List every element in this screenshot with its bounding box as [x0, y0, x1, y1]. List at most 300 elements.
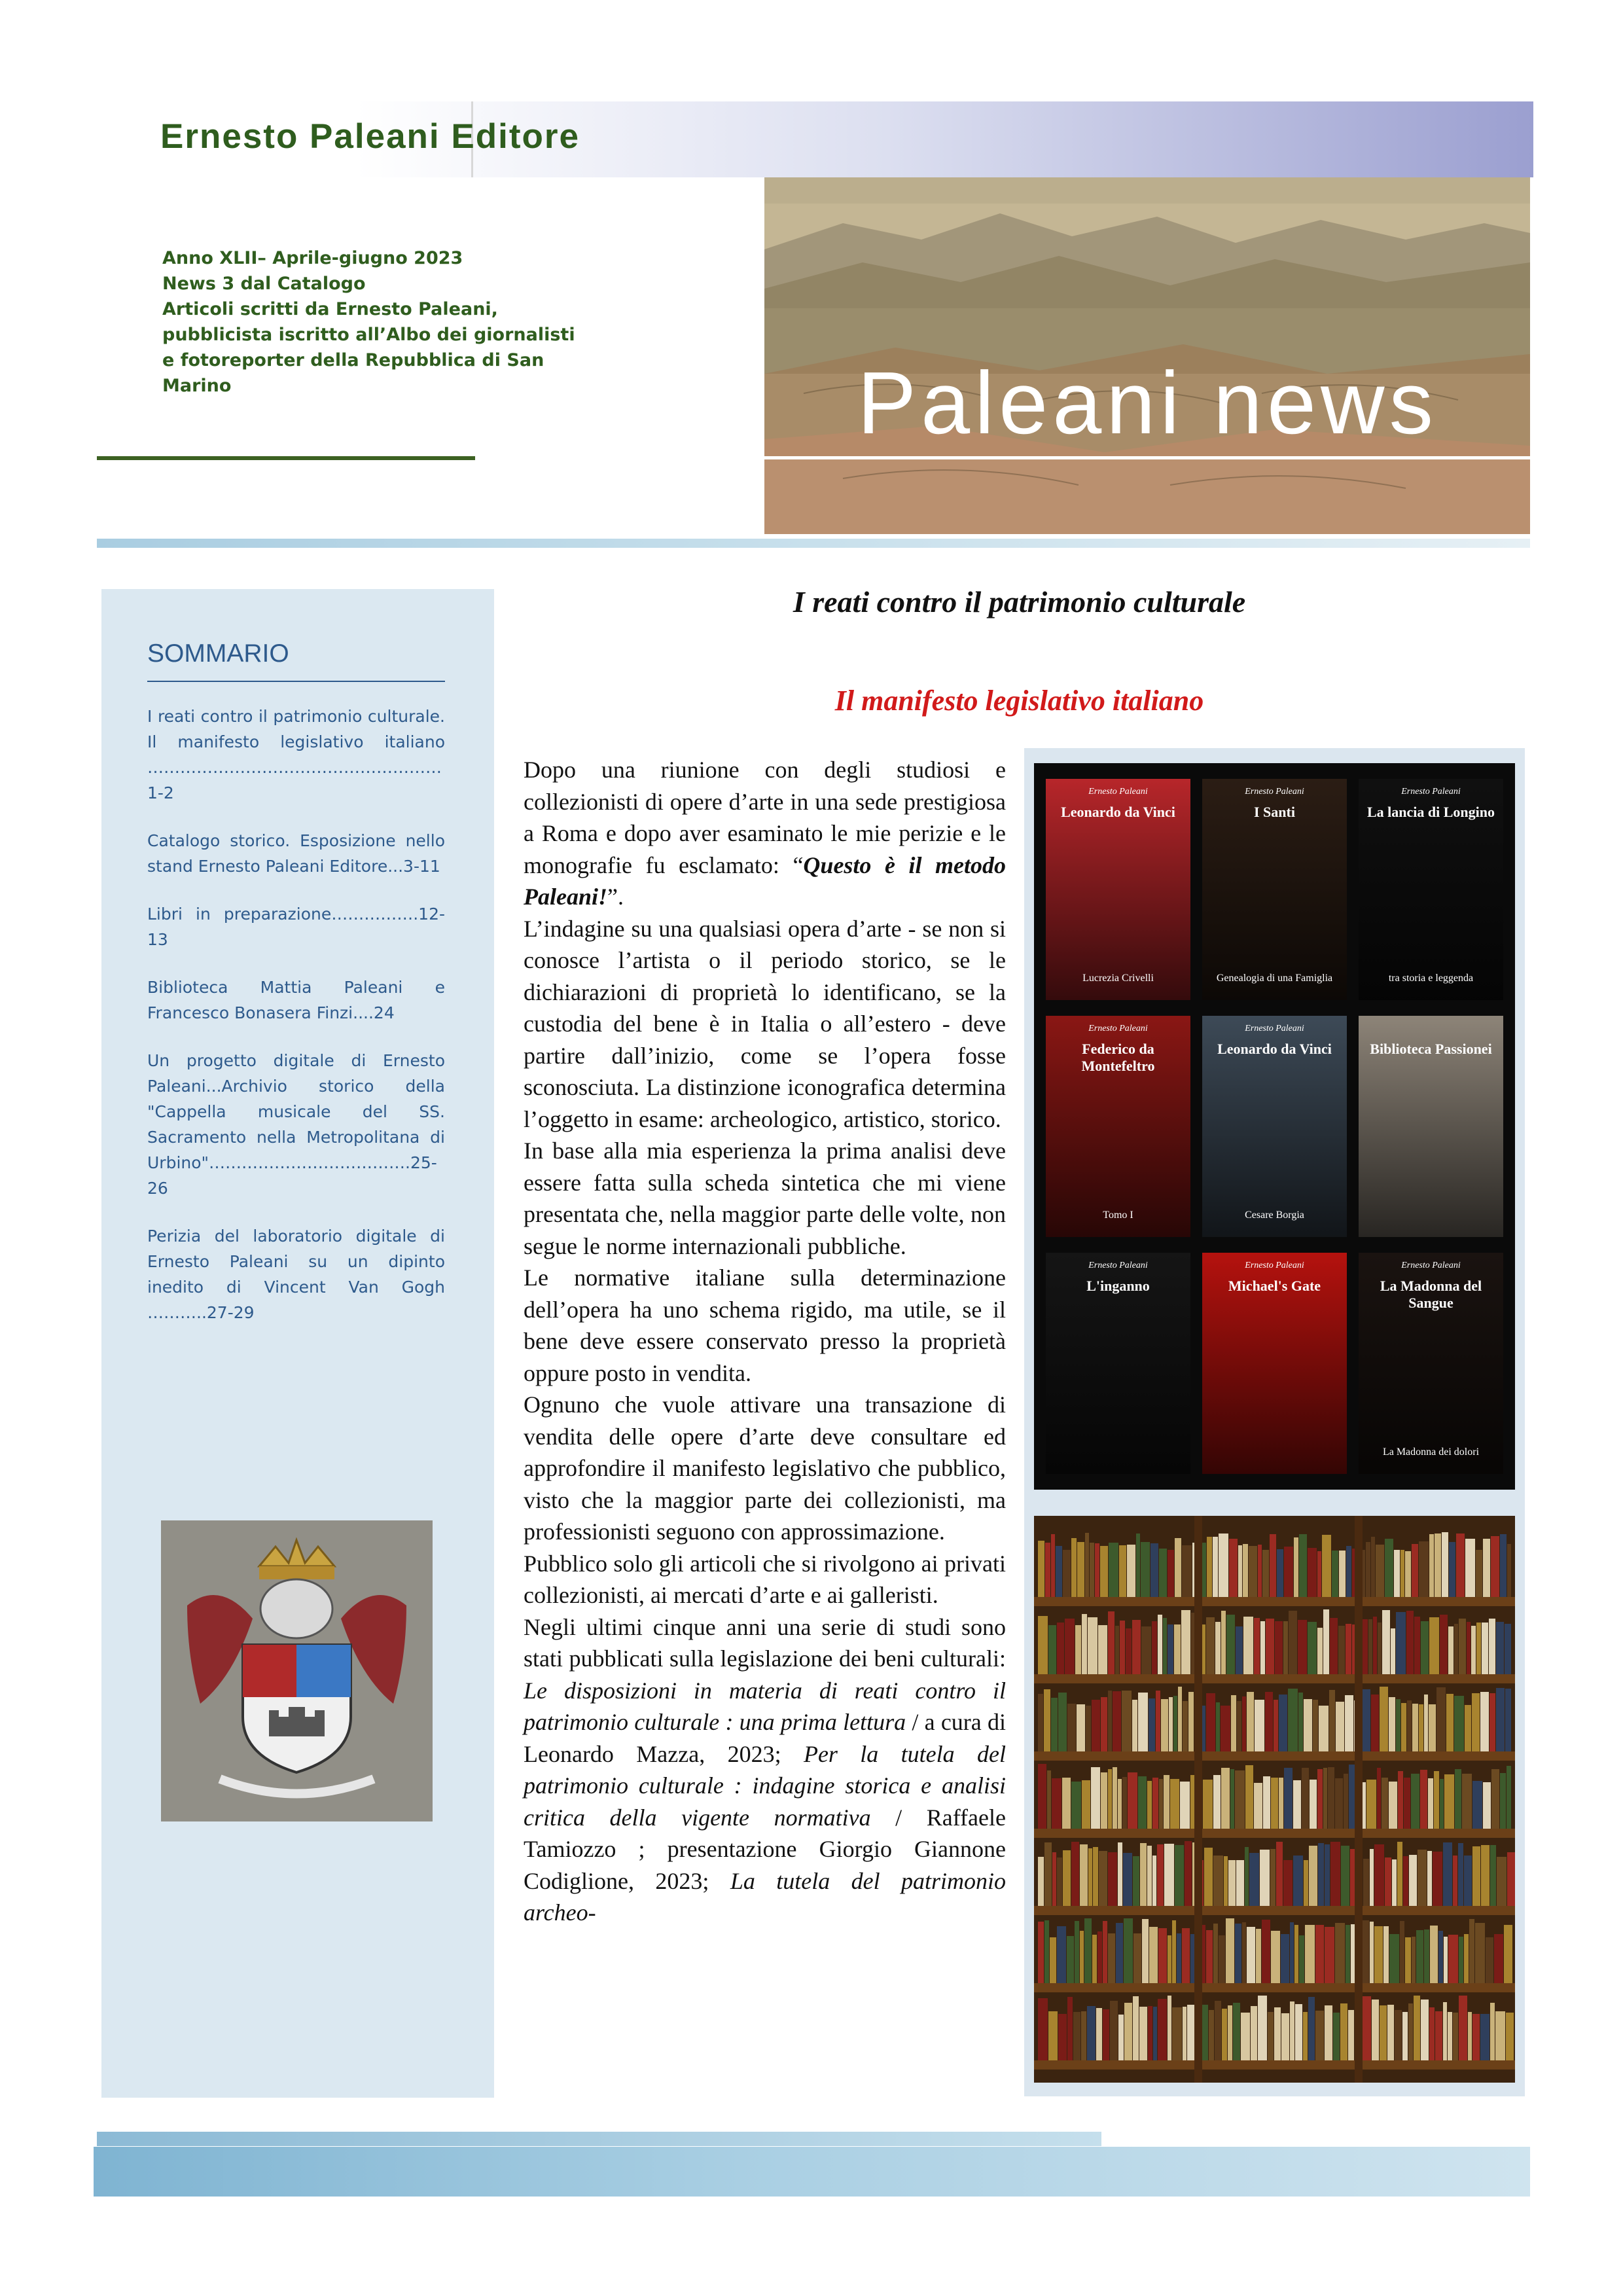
book-spine	[1414, 1996, 1420, 2060]
book-spine	[1056, 1546, 1062, 1597]
book-spine	[1183, 2007, 1186, 2060]
book-spine	[1308, 1622, 1317, 1674]
book-spine	[1374, 1926, 1383, 1983]
book-spine	[1087, 2006, 1096, 2060]
book-spine	[1084, 1918, 1092, 1983]
book-spine	[1086, 1706, 1091, 1751]
issue-line: News 3 dal Catalogo	[162, 274, 366, 294]
book-cover	[1046, 1016, 1190, 1237]
book-spine	[1329, 1690, 1335, 1751]
book-spine	[1472, 1693, 1480, 1751]
book-spine	[1456, 1534, 1465, 1597]
book-spine	[1482, 1623, 1488, 1674]
book-spine	[1103, 2009, 1109, 2060]
book-spine	[1152, 1621, 1157, 1674]
book-spine	[1317, 1551, 1321, 1597]
book-spine	[1464, 1934, 1469, 1983]
book-spine	[1380, 2005, 1387, 2060]
book-spine	[1467, 1622, 1471, 1674]
book-spine	[1323, 1768, 1327, 1829]
book-cover	[1359, 1016, 1503, 1237]
book-spine	[1284, 1547, 1293, 1597]
book-spine	[1132, 1620, 1141, 1674]
book-spine	[1127, 1545, 1135, 1597]
book-cover	[1359, 1253, 1503, 1474]
toc-item[interactable]: Catalogo storico. Esposizione nello stand Ernesto Paleani Editore...3-11	[147, 831, 445, 876]
book-spine	[1057, 1926, 1066, 1983]
book-spine	[1161, 1699, 1168, 1751]
book-spine	[1299, 1534, 1307, 1597]
book-spine	[1409, 1855, 1417, 1906]
book-spine	[1108, 1933, 1115, 1983]
book-spine	[1376, 1545, 1384, 1597]
book-spine	[1236, 1626, 1243, 1674]
book-spine	[1262, 1920, 1270, 1983]
book-spine	[1238, 1545, 1242, 1597]
book-spine	[1255, 1700, 1264, 1751]
book-spine	[1362, 1689, 1370, 1751]
book-spine	[1377, 1768, 1381, 1829]
book-spine	[1213, 1856, 1223, 1906]
shelf-board	[1034, 1906, 1515, 1915]
book-spine	[1080, 1844, 1088, 1906]
book-spine	[1277, 1549, 1283, 1597]
book-author: Ernesto Paleani	[1088, 787, 1148, 797]
article-subtitle: Il manifesto legislativo italiano	[834, 685, 1204, 717]
book-spine	[1398, 1771, 1403, 1829]
book-spine	[1459, 1996, 1467, 2060]
book-spine	[1122, 1691, 1132, 1751]
book-spine	[1454, 1624, 1458, 1674]
book-spine	[1044, 1689, 1050, 1751]
book-spine	[1453, 2013, 1458, 2060]
book-spine	[1235, 1924, 1241, 1983]
book-title: Biblioteca Passionei	[1370, 1041, 1492, 1057]
book-spine	[1243, 1544, 1248, 1597]
book-author: Ernesto Paleani	[1088, 1261, 1148, 1270]
book-spine	[1168, 1550, 1174, 1597]
book-spine	[1120, 1621, 1125, 1674]
book-title: La tutela del patrimonio archeo-	[524, 1867, 1007, 1926]
book-spine	[1366, 1542, 1370, 1597]
book-spine	[1412, 1544, 1418, 1597]
book-author: Ernesto Paleani	[1245, 1024, 1304, 1033]
book-spine	[1038, 1616, 1048, 1674]
book-spine	[1483, 1539, 1490, 1597]
book-spine	[1159, 1549, 1167, 1597]
book-spine	[1433, 1852, 1442, 1906]
toc-item[interactable]: Un progetto digitale di Ernesto Paleani...Archivio storico della "Cappella musicale del SS. Sacramento nella Metropolitana di Urbino"……………………………….25-26	[147, 1051, 445, 1198]
book-spine	[1304, 1699, 1312, 1751]
book-spine	[1289, 1611, 1297, 1674]
book-spine	[1346, 1546, 1351, 1597]
book-spine	[1475, 1923, 1485, 1983]
book-spine	[1444, 1774, 1454, 1829]
book-spine	[1315, 2011, 1324, 2060]
text-run: Dopo una riunione con degli studiosi e collezionisti di opere d’arte in una sede prestigiosa a Roma e dopo aver esaminato le mie perizie e le monografie fu esclamato: “	[524, 757, 1006, 878]
book-spine	[1434, 1771, 1439, 1829]
book-spine	[1430, 1926, 1438, 1983]
book-spine	[1454, 1696, 1464, 1751]
masthead-title: Paleani news	[857, 353, 1438, 452]
book-spine	[1429, 1617, 1439, 1674]
shelf-board	[1034, 1674, 1515, 1683]
paragraph: Ognuno che vuole attivare una transazione di vendita delle opere d’arte deve consultare ed approfondire il manifesto legislativo che pubblico, visto che la maggior parte dei collezionisti, ma professionisti seguono con approssimazione.	[524, 1391, 1006, 1545]
book-spine	[1159, 1779, 1163, 1829]
book-spine	[1051, 1534, 1055, 1597]
book-author: Ernesto Paleani	[1245, 787, 1304, 797]
book-spine	[1389, 1782, 1397, 1829]
book-spine	[1429, 1534, 1434, 1597]
book-spine	[1494, 1934, 1503, 1983]
book-spine	[1290, 2001, 1294, 2060]
book-spine	[1361, 1996, 1371, 2060]
book-spine	[1271, 1931, 1280, 1983]
book-spine	[1172, 2007, 1182, 2060]
book-spine	[1044, 1842, 1052, 1906]
shelf-board	[1034, 1751, 1515, 1761]
book-spine	[1235, 1770, 1245, 1829]
book-spine	[1101, 1697, 1107, 1751]
book-spine	[1067, 1997, 1073, 2060]
book-spine	[1045, 1543, 1050, 1597]
book-spine	[1152, 1856, 1156, 1906]
book-spine	[1504, 1925, 1512, 1983]
book-spine	[1075, 1625, 1081, 1674]
book-spine	[1275, 1621, 1283, 1674]
book-spine	[1247, 1692, 1254, 1751]
book-spine	[1382, 1610, 1390, 1674]
book-spine	[1164, 1775, 1169, 1829]
book-spine	[1202, 2005, 1208, 2060]
book-spine	[1288, 1689, 1298, 1751]
book-spine	[1038, 1694, 1043, 1751]
book-spine	[1394, 1550, 1400, 1597]
book-spine	[1113, 1691, 1121, 1751]
book-spine	[1182, 1928, 1190, 1983]
book-spine	[1424, 1695, 1428, 1751]
book-spine	[1496, 1622, 1504, 1674]
book-spine	[1213, 1537, 1218, 1597]
book-spine	[1092, 1935, 1097, 1983]
book-spine	[1374, 1844, 1384, 1906]
book-spine	[1266, 1619, 1274, 1674]
book-spine	[1122, 1777, 1127, 1829]
book-spine	[1133, 1933, 1141, 1983]
book-spine	[1245, 1847, 1249, 1906]
book-spine	[1308, 1997, 1315, 2060]
book-spine	[1230, 1769, 1234, 1829]
book-spine	[1175, 1538, 1181, 1597]
book-cover	[1046, 1253, 1190, 1474]
book-spine	[1256, 1929, 1261, 1983]
book-spine	[1406, 1611, 1414, 1674]
book-spine	[1332, 1551, 1338, 1597]
book-spine	[1449, 1542, 1455, 1597]
book-spine	[1038, 1541, 1044, 1597]
publisher-name: Ernesto Paleani Editore	[160, 117, 580, 156]
book-spine	[1207, 1537, 1212, 1597]
book-spine	[1438, 1931, 1443, 1983]
book-spine	[1458, 1843, 1463, 1906]
book-spine	[1293, 1780, 1301, 1829]
book-spine	[1062, 1778, 1071, 1829]
book-spine	[1147, 1846, 1152, 1906]
book-spine	[1338, 1626, 1345, 1674]
book-caption: La Madonna dei dolori	[1382, 1446, 1480, 1458]
book-spine	[1328, 1767, 1334, 1829]
shelf-board	[1034, 1829, 1515, 1838]
book-spine	[1283, 1621, 1288, 1674]
book-spine	[1108, 1769, 1112, 1829]
book-spine	[1414, 1617, 1420, 1674]
book-spine	[1173, 1696, 1177, 1751]
book-spine	[1464, 1856, 1472, 1906]
book-spine	[1163, 1618, 1167, 1674]
paragraph: In base alla mia esperienza la prima analisi deve essere fatta sulla scheda sintetica che mi viene presentata che, nella maggior parte delle volte, non segue le norme internazionali pubbliche.	[524, 1138, 1006, 1259]
book-spine	[1108, 1691, 1112, 1751]
book-spine	[1242, 1696, 1246, 1751]
book-spine	[1315, 1925, 1324, 1983]
book-spine	[1427, 1851, 1432, 1906]
book-spine	[1088, 1617, 1097, 1674]
header-bottom-rule	[97, 539, 1530, 548]
book-spine	[1077, 1704, 1085, 1751]
book-spine	[1057, 1623, 1064, 1674]
book-spine	[1109, 1543, 1118, 1597]
book-spine	[1448, 1626, 1454, 1674]
book-spine	[1335, 1778, 1343, 1829]
book-spine	[1480, 1692, 1489, 1751]
book-spine	[1071, 1782, 1081, 1829]
book-spine	[1088, 1848, 1092, 1906]
book-spine	[1132, 1700, 1137, 1751]
book-caption: Lucrezia Crivelli	[1082, 973, 1154, 984]
toc-item[interactable]: Perizia del laboratorio digitale di Ernesto Paleani su un dipinto inedito di Vincent Van Gogh ………..27-29	[147, 1227, 445, 1322]
book-spine	[1370, 1922, 1374, 1983]
book-spine	[1158, 1928, 1167, 1983]
book-spine	[1469, 1919, 1474, 1983]
book-spine	[1204, 1848, 1213, 1906]
book-spine	[1443, 2002, 1447, 2060]
book-caption: Cesare Borgia	[1245, 1210, 1304, 1221]
book-spine	[1421, 2000, 1429, 2060]
paragraph: Le normative italiane sulla determinazione dell’opera ha uno schema rigido, ma utile, se il bene deve essere conservato presso la proprietà oppure posto in vendita.	[524, 1265, 1006, 1386]
book-cover	[1359, 779, 1503, 1000]
book-spine	[1276, 1842, 1283, 1906]
book-spine	[1400, 1921, 1404, 1983]
book-spine	[1095, 1543, 1099, 1597]
masthead-rule	[764, 456, 1530, 459]
book-spine	[1401, 1703, 1406, 1751]
book-spine	[1067, 1936, 1074, 1983]
book-spine	[1115, 1626, 1119, 1674]
book-spine	[1260, 1850, 1270, 1906]
book-spine	[1302, 1768, 1309, 1829]
book-spine	[1418, 1850, 1427, 1906]
book-spine	[1411, 1774, 1419, 1829]
book-spine	[1330, 1842, 1340, 1906]
book-spine	[1101, 1772, 1107, 1829]
book-spine	[1052, 1778, 1061, 1829]
book-author: Ernesto Paleani	[1245, 1261, 1304, 1270]
book-cover	[1202, 1253, 1347, 1474]
book-spine	[1491, 1769, 1499, 1829]
book-spine	[1281, 2013, 1289, 2060]
book-spine	[1317, 1769, 1323, 1829]
book-spine	[1299, 1935, 1304, 1983]
book-spine	[1290, 1922, 1294, 1983]
book-spine	[1058, 1693, 1067, 1751]
paragraph	[524, 754, 1006, 913]
book-spine	[1263, 1776, 1270, 1829]
book-spine	[1098, 1625, 1107, 1674]
book-cover	[1202, 779, 1347, 1000]
book-spine	[1336, 1702, 1344, 1751]
book-spine	[1507, 1766, 1511, 1829]
book-caption: Tomo I	[1103, 1210, 1133, 1221]
book-spine	[1284, 1768, 1293, 1829]
book-spine	[1126, 1628, 1132, 1674]
book-spine	[1319, 1706, 1329, 1751]
book-spine	[1103, 1921, 1107, 1983]
book-spine	[1249, 1546, 1257, 1597]
book-spine	[1346, 1624, 1351, 1674]
book-spine	[1082, 1780, 1090, 1829]
book-spine	[1047, 1770, 1051, 1829]
book-spine	[1242, 1922, 1246, 1983]
book-spine	[1228, 2005, 1232, 2060]
book-spine	[1346, 1925, 1350, 1983]
book-spine	[1495, 2011, 1505, 2060]
book-spine	[1231, 1695, 1236, 1751]
book-spine	[1318, 1843, 1324, 1906]
book-spine	[1489, 1693, 1495, 1751]
book-spine	[1443, 1842, 1452, 1906]
paragraph: L’indagine su una qualsiasi opera d’arte - se non si conosce l’artista o il periodo storico, se le dichiarazioni di proprietà lo identificano, se la custodia del bene è in Italia o all’estero - deve partire dall’inizio, come se l’opera fosse sconosciuta. La distinzione iconografica determina l’oggetto in esame: archeologico, artistico, storico.	[524, 915, 1006, 1132]
book-spine	[1128, 1772, 1137, 1829]
book-spine	[1459, 1619, 1466, 1674]
book-spine	[1141, 1626, 1151, 1674]
shelf-board	[1034, 1597, 1515, 1606]
book-spine	[1157, 1844, 1164, 1906]
toc-item[interactable]: Libri in preparazione…………….12-13	[147, 905, 445, 949]
book-spine	[1444, 1937, 1448, 1983]
book-spine	[1408, 2003, 1413, 2060]
book-spine	[1222, 2009, 1227, 2060]
book-spine	[1092, 1700, 1100, 1751]
book-spine	[1172, 1920, 1176, 1983]
book-spine	[1468, 2012, 1472, 2060]
book-spine	[1180, 1782, 1190, 1829]
book-spine	[1471, 1626, 1476, 1674]
book-spine	[1373, 1617, 1377, 1674]
book-spine	[1100, 1546, 1108, 1597]
book-spine	[1216, 1702, 1220, 1751]
book-spine	[1249, 1853, 1259, 1906]
book-spine	[1412, 1937, 1416, 1983]
book-title: Leonardo da Vinci	[1217, 1041, 1332, 1057]
book-spine	[1188, 1692, 1194, 1751]
book-spine	[1378, 1623, 1382, 1674]
book-spine	[1057, 1857, 1062, 1906]
book-spine	[1251, 2006, 1257, 2060]
book-spine	[1213, 1775, 1221, 1829]
book-spine	[1170, 1779, 1179, 1829]
book-spine	[1402, 2012, 1408, 2060]
paragraph	[524, 1611, 1006, 1929]
book-spine	[1141, 1542, 1150, 1597]
book-spine	[1110, 2001, 1118, 2060]
book-spine	[1118, 2015, 1124, 2060]
book-spine	[1392, 1859, 1397, 1906]
shelf-board	[1034, 2060, 1515, 2070]
book-spine	[1274, 2007, 1281, 2060]
book-spine	[1507, 1544, 1511, 1597]
book-spine	[1183, 1701, 1188, 1751]
book-spine	[1380, 1687, 1388, 1751]
book-spine	[1268, 2012, 1274, 2060]
book-spine	[1175, 1845, 1184, 1906]
book-spine	[1496, 1688, 1505, 1751]
book-spine	[1150, 1543, 1158, 1597]
book-spine	[1265, 1692, 1273, 1751]
book-spine	[1371, 1537, 1375, 1597]
book-spine	[1156, 1691, 1160, 1751]
book-spine	[1133, 1856, 1139, 1906]
book-spine	[1472, 2014, 1480, 2060]
book-spine	[1048, 1625, 1056, 1674]
book-spine	[1429, 2007, 1435, 2060]
book-spine	[1185, 1841, 1192, 1906]
book-spine	[1370, 1849, 1374, 1906]
book-spine	[1462, 1774, 1472, 1829]
book-spine	[1221, 1611, 1226, 1674]
book-spine	[1082, 1614, 1087, 1674]
book-spine	[1323, 1609, 1329, 1674]
book-spine	[1123, 1853, 1132, 1906]
book-spine	[1038, 1857, 1044, 1906]
toc-item[interactable]: Biblioteca Mattia Paleani e Francesco Bonasera Finzi....24	[147, 978, 445, 1022]
book-spine	[1405, 1551, 1411, 1597]
text-run: / a cura di Leonardo Mazza, 2023;	[524, 1709, 1006, 1767]
book-spine	[1190, 1934, 1195, 1983]
book-spine	[1138, 1693, 1148, 1751]
book-spine	[1436, 1687, 1446, 1751]
book-spine	[1178, 1687, 1182, 1751]
toc-item[interactable]: I reati contro il patrimonio culturale. Il manifesto legislativo italiano ………………………………………………1-2	[147, 707, 445, 802]
book-spine	[1149, 1698, 1155, 1751]
book-spine	[1254, 1618, 1260, 1674]
book-spine	[1080, 1931, 1084, 1983]
book-spine	[1182, 1545, 1192, 1597]
book-spine	[1419, 1541, 1429, 1597]
issue-line: pubblicista iscritto all’Albo dei giornalisti	[162, 325, 575, 345]
green-rule	[97, 456, 475, 460]
book-spine	[1419, 1704, 1423, 1751]
book-spine	[1325, 2005, 1332, 2060]
book-spine	[1215, 1622, 1221, 1674]
book-spine	[1177, 1933, 1181, 1983]
book-spine	[1096, 2008, 1102, 2060]
book-spine	[1313, 1700, 1318, 1751]
book-spine	[1038, 1764, 1046, 1829]
book-spine	[1219, 1534, 1228, 1597]
book-spine	[1206, 1693, 1215, 1751]
bookshelf-image	[1034, 1516, 1515, 2083]
book-spine	[1335, 1923, 1345, 1983]
book-author: Ernesto Paleani	[1401, 787, 1461, 797]
